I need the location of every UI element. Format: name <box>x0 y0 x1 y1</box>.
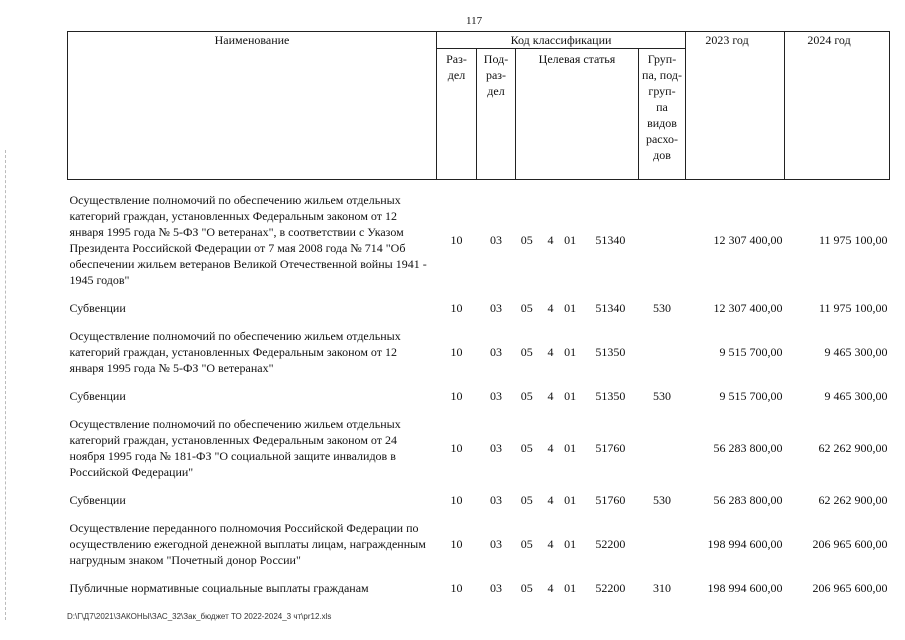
row-name: Субвенции <box>69 493 126 507</box>
row-subprogram-code: 4 <box>547 581 554 595</box>
margin-line <box>5 150 7 620</box>
header-row-top <box>68 32 890 49</box>
row-program-code: 05 <box>520 301 533 315</box>
row-subsection: 03 <box>490 493 502 507</box>
row-amount-2024: 11 975 100,00 <box>818 301 888 315</box>
row-name: Публичные нормативные социальные выплаты гражданам <box>69 581 369 595</box>
table-row <box>68 186 890 294</box>
row-subsection: 03 <box>490 233 502 247</box>
row-amount-2024: 9 465 300,00 <box>824 345 888 359</box>
row-subprogram-code: 4 <box>547 441 554 455</box>
header-expense-group: Груп- па, под- груп- па видов расхо- дов <box>639 49 686 180</box>
row-activity-code: 01 <box>564 537 577 551</box>
row-name: Субвенции <box>69 389 126 403</box>
row-target-article <box>516 294 639 322</box>
row-amount-2023: 9 515 700,00 <box>719 389 783 403</box>
page-number: 117 <box>466 15 483 27</box>
row-direction-code: 51340 <box>595 301 626 315</box>
row-target-article <box>516 186 639 294</box>
row-amount-2024: 9 465 300,00 <box>824 389 888 403</box>
row-expense-group: 530 <box>653 301 671 315</box>
row-target-article <box>516 514 639 574</box>
table-row <box>68 382 890 410</box>
row-expense-group: 310 <box>653 581 671 595</box>
row-activity-code: 01 <box>564 581 577 595</box>
row-section: 10 <box>450 345 463 359</box>
table-row <box>68 486 890 514</box>
row-target-article <box>516 322 639 382</box>
row-section: 10 <box>450 581 463 595</box>
row-section: 10 <box>450 493 463 507</box>
row-name: Осуществление полномочий по обеспечению жильем отдельных категорий граждан, установленных Федеральным законом от 12 января 1995 года № 5-ФЗ "О ветеранах", в соответствии с Указом Президента Российской Федерации от 7 мая 2008 года № 714 "Об обеспечении жильем ветеранов Великой Отечественной войны 1941 - 1945 годов" <box>69 193 427 287</box>
row-amount-2024: 62 262 900,00 <box>818 441 888 455</box>
row-subprogram-code: 4 <box>547 233 554 247</box>
row-amount-2023: 9 515 700,00 <box>719 345 783 359</box>
row-expense-group <box>639 186 686 294</box>
header-classification: Код классификации <box>437 32 686 49</box>
row-name: Осуществление полномочий по обеспечению жильем отдельных категорий граждан, установленных Федеральным законом от 24 ноября 1995 года № 181-ФЗ "О социальной защите инвалидов в Российской Федерации" <box>69 417 401 479</box>
row-activity-code: 01 <box>564 301 577 315</box>
row-expense-group <box>639 514 686 574</box>
footer-file-path: D:\Г\Д7\2021\ЗАКОНЫ\ЗАС_32\Зак_бюджет ТО 2022-2024_3 чт\pr12.xls <box>67 612 332 621</box>
row-direction-code: 51350 <box>595 345 626 359</box>
row-program-code: 05 <box>520 345 533 359</box>
row-amount-2023: 198 994 600,00 <box>707 581 783 595</box>
header-section: Раз- дел <box>437 49 477 180</box>
row-expense-group <box>639 410 686 486</box>
budget-body <box>68 180 890 603</box>
row-subprogram-code: 4 <box>547 301 554 315</box>
row-program-code: 05 <box>520 441 533 455</box>
row-section: 10 <box>450 389 463 403</box>
table-row <box>68 322 890 382</box>
row-subprogram-code: 4 <box>547 537 554 551</box>
row-program-code: 05 <box>520 581 533 595</box>
row-direction-code: 51350 <box>595 389 626 403</box>
row-amount-2023: 56 283 800,00 <box>713 493 783 507</box>
budget-table <box>67 31 890 602</box>
header-subsection: Под- раз- дел <box>477 49 516 180</box>
row-amount-2023: 12 307 400,00 <box>713 233 783 247</box>
row-activity-code: 01 <box>564 345 577 359</box>
row-activity-code: 01 <box>564 493 577 507</box>
row-section: 10 <box>450 233 463 247</box>
row-expense-group <box>639 322 686 382</box>
row-amount-2023: 12 307 400,00 <box>713 301 783 315</box>
table-row <box>68 574 890 602</box>
row-subprogram-code: 4 <box>547 493 554 507</box>
row-subprogram-code: 4 <box>547 345 554 359</box>
row-section: 10 <box>450 441 463 455</box>
header-target-article: Целевая статья <box>516 49 639 180</box>
row-section: 10 <box>450 301 463 315</box>
row-name: Осуществление переданного полномочия Российской Федерации по осуществлению ежегодной денежной выплаты лицам, награжденным нагрудным знаком "Почетный донор России" <box>69 521 426 567</box>
row-amount-2023: 56 283 800,00 <box>713 441 783 455</box>
row-subsection: 03 <box>490 301 502 315</box>
header-year-2024: 2024 год <box>785 32 890 180</box>
row-activity-code: 01 <box>564 441 577 455</box>
row-subprogram-code: 4 <box>547 389 554 403</box>
row-program-code: 05 <box>520 493 533 507</box>
row-activity-code: 01 <box>564 389 577 403</box>
row-name: Осуществление полномочий по обеспечению жильем отдельных категорий граждан, установленных Федеральным законом от 12 января 1995 года № 5-ФЗ "О ветеранах" <box>69 329 401 375</box>
row-amount-2024: 62 262 900,00 <box>818 493 888 507</box>
row-target-article <box>516 486 639 514</box>
row-subsection: 03 <box>490 581 502 595</box>
row-program-code: 05 <box>520 233 533 247</box>
row-direction-code: 52200 <box>595 537 626 551</box>
row-target-article <box>516 410 639 486</box>
row-expense-group: 530 <box>653 389 671 403</box>
row-subsection: 03 <box>490 345 502 359</box>
row-amount-2024: 11 975 100,00 <box>818 233 888 247</box>
row-subsection: 03 <box>490 389 502 403</box>
table-row <box>68 410 890 486</box>
row-direction-code: 51760 <box>595 441 626 455</box>
table-row <box>68 294 890 322</box>
row-program-code: 05 <box>520 537 533 551</box>
row-direction-code: 52200 <box>595 581 626 595</box>
header-name: Наименование <box>68 32 437 180</box>
row-amount-2023: 198 994 600,00 <box>707 537 783 551</box>
row-target-article <box>516 382 639 410</box>
table-row <box>68 514 890 574</box>
header-year-2023: 2023 год <box>686 32 785 180</box>
row-expense-group: 530 <box>653 493 671 507</box>
row-direction-code: 51760 <box>595 493 626 507</box>
row-direction-code: 51340 <box>595 233 626 247</box>
row-program-code: 05 <box>520 389 533 403</box>
row-subsection: 03 <box>490 441 502 455</box>
row-name: Субвенции <box>69 301 126 315</box>
row-subsection: 03 <box>490 537 502 551</box>
row-activity-code: 01 <box>564 233 577 247</box>
row-amount-2024: 206 965 600,00 <box>812 537 888 551</box>
row-section: 10 <box>450 537 463 551</box>
row-amount-2024: 206 965 600,00 <box>812 581 888 595</box>
row-target-article <box>516 574 639 602</box>
